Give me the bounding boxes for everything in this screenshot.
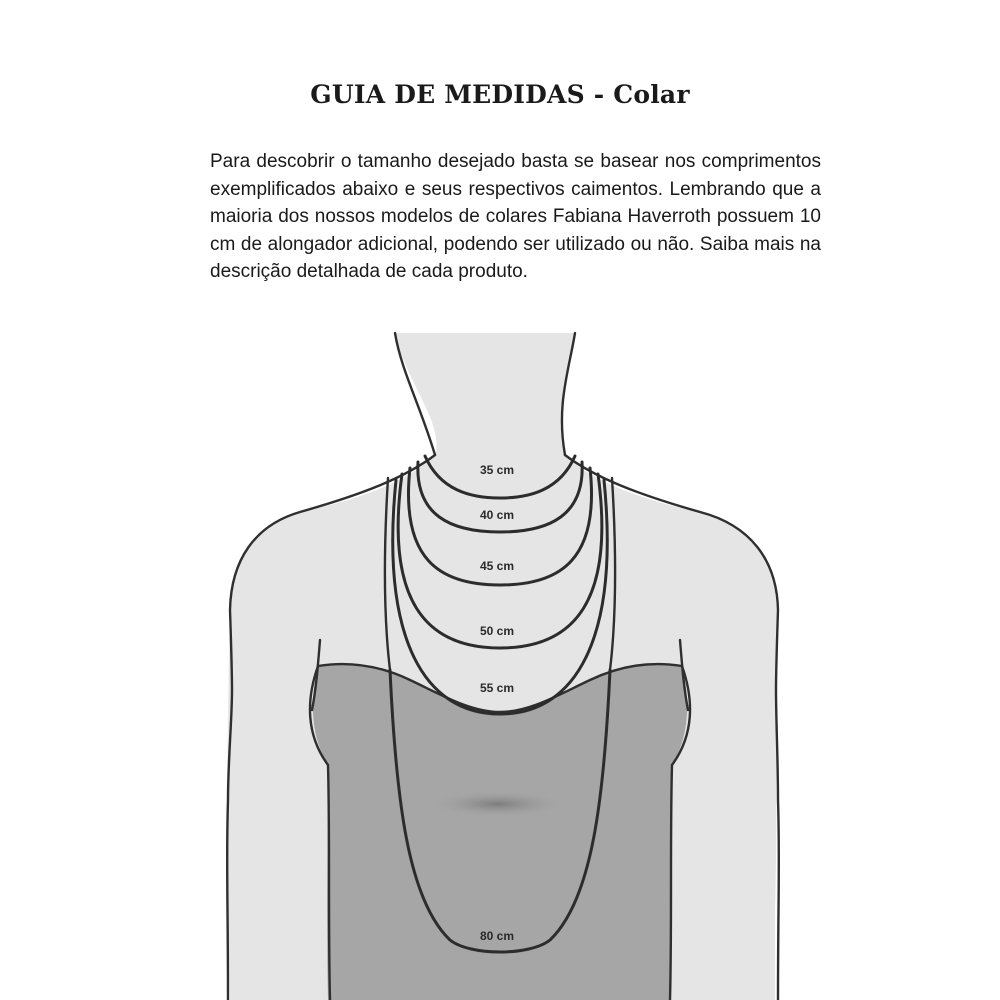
page-title: GUIA DE MEDIDAS - Colar [310,80,690,109]
shading-midriff [428,790,568,818]
necklace-35-label: 35 cm [479,463,515,477]
intro-paragraph: Para descobrir o tamanho desejado basta se basear nos comprimentos exemplificados abaixo e seus respectivos caimentos. Lembrando que a maioria dos nossos modelos de colares Fabiana Haverroth possuem 10 cm de alongador adicional, podendo ser utilizado ou não. Saiba mais na descrição detalhada de cada produto. [210,151,821,282]
necklace-45-label: 45 cm [479,559,515,573]
necklace-80-label: 80 cm [479,929,515,943]
necklace-55-label: 55 cm [479,681,515,695]
necklace-50-label: 50 cm [479,624,515,638]
necklace-40-label: 40 cm [479,508,515,522]
